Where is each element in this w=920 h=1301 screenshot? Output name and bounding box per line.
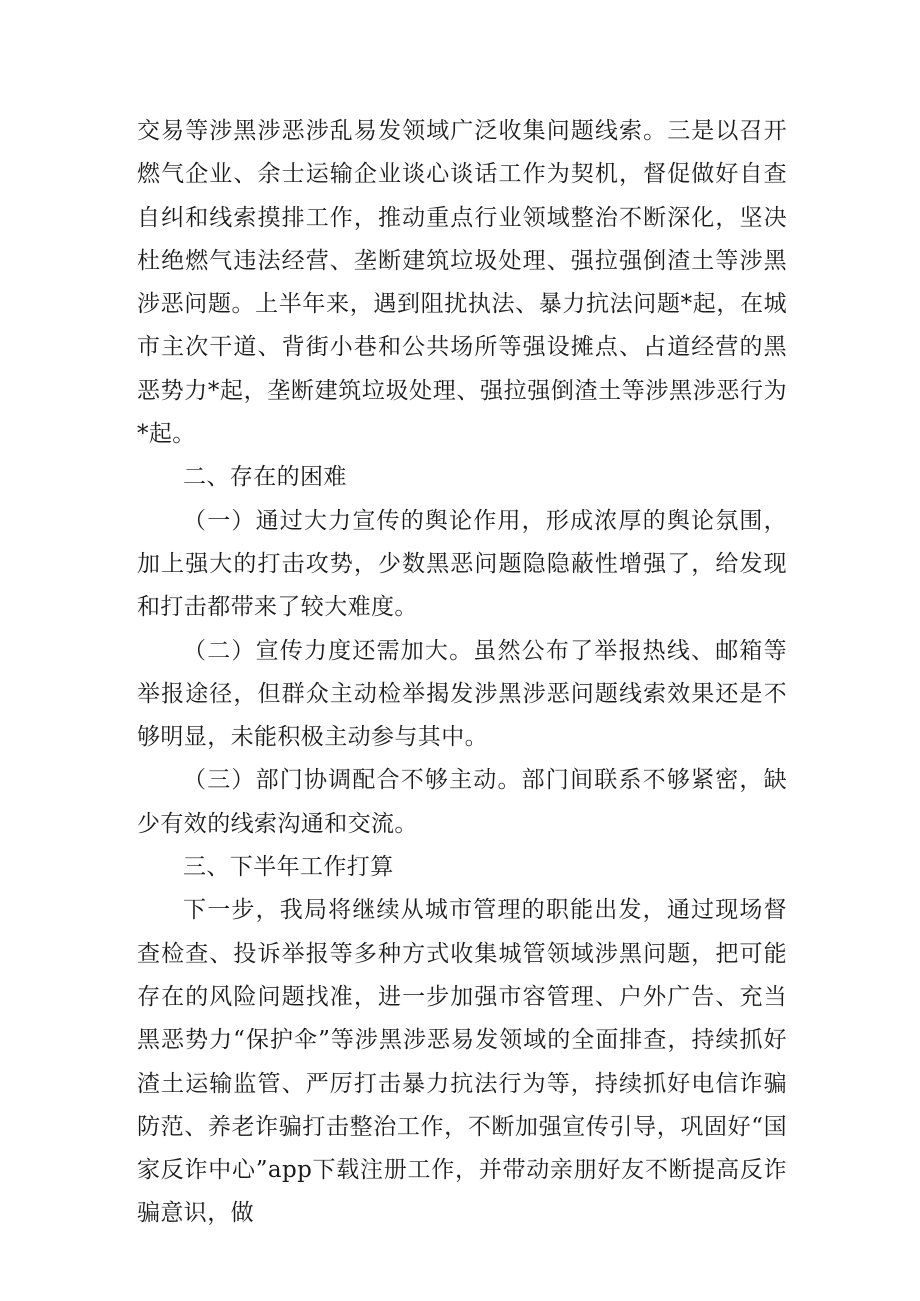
paragraph-next-steps: 下一步，我局将继续从城市管理的职能出发，通过现场督查检查、投诉举报等多种方式收集城管领域涉黑问题，把可能存在的风险问题找准，进一步加强市容管理、户外广告、充当黑恶势力“保护伞”等涉黑涉恶易发领域的全面排查，持续抓好渣土运输监管、严厉打击暴力抗法行为等，持续抓好电信诈骗防范、养老诈骗打击整治工作，不断加强宣传引导，巩固好“国家反诈中心”app下载注册工作，并带动亲朋好友不断提高反诈骗意识，做	[137, 897, 787, 1227]
document-body	[137, 110, 787, 1236]
paragraph-difficulty-3: （三）部门协调配合不够主动。部门间联系不够紧密，缺少有效的线索沟通和交流。	[137, 767, 787, 837]
paragraph-continuation: 交易等涉黑涉恶涉乱易发领域广泛收集问题线索。三是以召开燃气企业、余士运输企业谈心谈话工作为契机，督促做好自查自纠和线索摸排工作，推动重点行业领域整治不断深化，坚决杜绝燃气违法经营、垄断建筑垃圾处理、强拉强倒渣土等涉黑涉恶问题。上半年来，遇到阻扰执法、暴力抗法问题*起，在城市主次干道、背街小巷和公共场所等强设摊点、占道经营的黑恶势力*起，垄断建筑垃圾处理、强拉强倒渣土等涉黑涉恶行为*起。	[137, 118, 787, 448]
section-heading-next-plan: 三、下半年工作打算	[183, 854, 394, 881]
paragraph-difficulty-2: （二）宣传力度还需加大。虽然公布了举报热线、邮箱等举报途径，但群众主动检举揭发涉黑涉恶问题线索效果还是不够明显，未能积极主动参与其中。	[137, 637, 787, 751]
paragraph-difficulty-1: （一）通过大力宣传的舆论作用，形成浓厚的舆论氛围，加上强大的打击攻势，少数黑恶问题隐隐蔽性增强了，给发现和打击都带来了较大难度。	[137, 507, 787, 621]
section-heading-difficulties: 二、存在的困难	[183, 464, 347, 491]
